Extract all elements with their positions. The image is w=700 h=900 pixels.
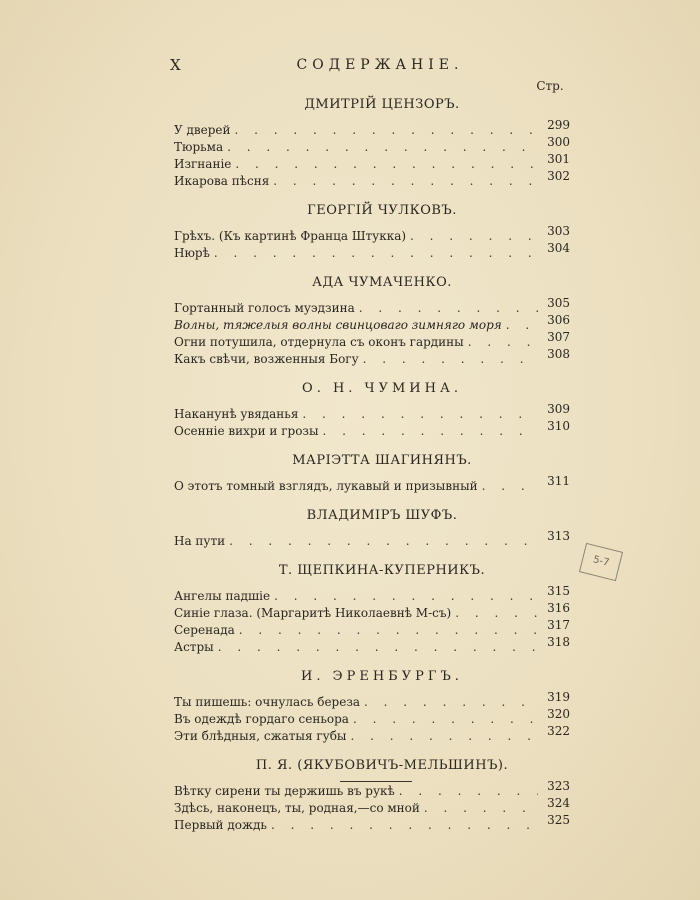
page-title: СОДЕРЖАНІЕ. [296,57,464,73]
dot-leader [506,317,538,334]
entry-title: Здѣсь, наконецъ, ты, родная,—со мной [174,801,420,815]
entry-title: Огни потушила, отдернула съ оконъ гардины [174,335,464,349]
toc-entry[interactable] [174,313,570,334]
entry-title: Грѣхъ. (Къ картинѣ Франца Штукка) [174,229,407,243]
entry-page-number: 315 [547,584,570,598]
entry-title: О этотъ томный взглядъ, лукавый и призывный [174,479,478,493]
dot-leader [353,711,538,728]
author-heading: Т. ЩЕПКИНА-КУПЕРНИКЪ. [278,563,486,578]
entry-page-number: 302 [547,169,570,183]
toc-section [174,666,570,755]
page-column-label: Стр. [536,79,564,93]
dot-leader [410,228,538,245]
author-heading: О. Н. ЧУМИНА. [302,381,462,396]
section-gap [174,656,570,666]
entry-page-number: 307 [547,330,570,344]
entry-title: Волны, тяжелыя волны свинцоваго зимняго моря [174,318,502,332]
entry-page-number: 299 [547,118,570,132]
entry-title: Серенада [174,623,235,637]
toc-entry[interactable] [174,813,570,834]
toc-entry[interactable] [174,707,570,728]
entry-title: У дверей [174,123,231,137]
entry-title: Изгнаніе [174,157,232,171]
entry-title: Тюрьма [174,140,224,154]
author-heading: ГЕОРГІЙ ЧУЛКОВЪ. [307,203,457,218]
entry-page-number: 304 [547,241,570,255]
entry-title: Осеннiе вихри и грозы [174,424,319,438]
entry-page-number: 317 [547,618,570,632]
author-heading: МАРІЭТТА ШАГИНЯНЪ. [292,453,472,468]
entry-page-number: 319 [547,690,570,704]
entry-title: Ангелы падшіе [174,589,271,603]
dot-leader [482,478,538,495]
toc-section [174,505,570,560]
author-heading: ДМИТРІЙ ЦЕНЗОРЪ. [304,97,460,112]
toc-entry[interactable] [174,152,570,173]
dot-leader [229,533,538,550]
toc-entry[interactable] [174,796,570,817]
table-of-contents [174,94,570,844]
toc-entry[interactable] [174,529,570,550]
toc-section [174,200,570,272]
toc-entry[interactable] [174,347,570,368]
entry-page-number: 318 [547,635,570,649]
dot-leader [323,423,538,440]
section-gap [174,495,570,505]
entry-title: Въ одеждѣ гордаго сеньора [174,712,349,726]
dot-leader [271,817,538,834]
dot-leader [364,694,538,711]
toc-entry[interactable] [174,241,570,262]
section-gap [174,745,570,755]
section-gap [174,190,570,200]
dot-leader [235,122,538,139]
toc-entry[interactable] [174,118,570,139]
entry-page-number: 300 [547,135,570,149]
dot-leader [235,156,538,173]
entry-page-number: 301 [547,152,570,166]
toc-entry[interactable] [174,618,570,639]
entry-page-number: 305 [547,296,570,310]
toc-entry[interactable] [174,724,570,745]
dot-leader [302,406,538,423]
dot-leader [273,173,538,190]
dot-leader [274,588,538,605]
entry-title: Синіе глаза. (Маргаритѣ Николаевнѣ М-съ) [174,606,452,620]
entry-page-number: 306 [547,313,570,327]
dot-leader [239,622,538,639]
toc-entry[interactable] [174,584,570,605]
toc-entry[interactable] [174,224,570,245]
entry-title: Первый дождь [174,818,267,832]
toc-entry[interactable] [174,135,570,156]
entry-page-number: 303 [547,224,570,238]
toc-entry[interactable] [174,690,570,711]
entry-page-number: 324 [547,796,570,810]
toc-entry[interactable] [174,169,570,190]
entry-page-number: 311 [547,474,570,488]
entry-title: Нюрѣ [174,246,210,260]
author-heading: П. Я. (ЯКУБОВИЧЪ-МЕЛЬШИНЪ). [255,758,509,773]
toc-entry[interactable] [174,402,570,423]
toc-section [174,378,570,450]
page-header [170,56,590,80]
dot-leader [350,728,538,745]
entry-title: Ты пишешь: очнулась береза [174,695,361,709]
entry-page-number: 322 [547,724,570,738]
entry-title: На пути [174,534,226,548]
toc-entry[interactable] [174,635,570,656]
toc-entry[interactable] [174,474,570,495]
author-heading: АДА ЧУМАЧЕНКО. [312,275,452,290]
entry-title: Наканунѣ увяданья [174,407,299,421]
dot-leader [363,351,538,368]
toc-entry[interactable] [174,296,570,317]
entry-title: Вѣтку сирени ты держишь въ рукѣ [174,784,395,798]
section-gap [174,550,570,560]
entry-title: Гортанный голосъ муэдзина [174,301,355,315]
entry-title: Икарова пѣсня [174,174,270,188]
author-heading: И. ЭРЕНБУРГЪ. [301,669,463,684]
dot-leader [359,300,538,317]
dot-leader [214,245,538,262]
end-rule [340,781,412,782]
entry-page-number: 325 [547,813,570,827]
toc-section [174,560,570,666]
toc-section [174,94,570,200]
page-number: X [170,56,182,74]
toc-section [174,450,570,505]
entry-page-number: 323 [547,779,570,793]
entry-page-number: 309 [547,402,570,416]
toc-section [174,755,570,844]
dot-leader [468,334,538,351]
author-heading: ВЛАДИМIРЪ ШУФЪ. [306,508,458,523]
section-gap [174,262,570,272]
toc-entry[interactable] [174,330,570,351]
entry-page-number: 320 [547,707,570,721]
toc-entry[interactable] [174,601,570,622]
toc-section [174,272,570,378]
entry-page-number: 310 [547,419,570,433]
section-gap [174,440,570,450]
dot-leader [218,639,538,656]
toc-entry[interactable] [174,419,570,440]
entry-title: Эти блѣдныя, сжатыя губы [174,729,347,743]
library-stamp: 5-7 [579,543,623,581]
dot-leader [399,783,538,800]
entry-page-number: 308 [547,347,570,361]
section-gap [174,834,570,844]
entry-page-number: 316 [547,601,570,615]
dot-leader [424,800,538,817]
entry-page-number: 313 [547,529,570,543]
entry-title: Какъ свѣчи, возженныя Богу [174,352,359,366]
dot-leader [227,139,538,156]
toc-entry[interactable] [174,779,570,800]
section-gap [174,368,570,378]
dot-leader [455,605,538,622]
entry-title: Астры [174,640,214,654]
